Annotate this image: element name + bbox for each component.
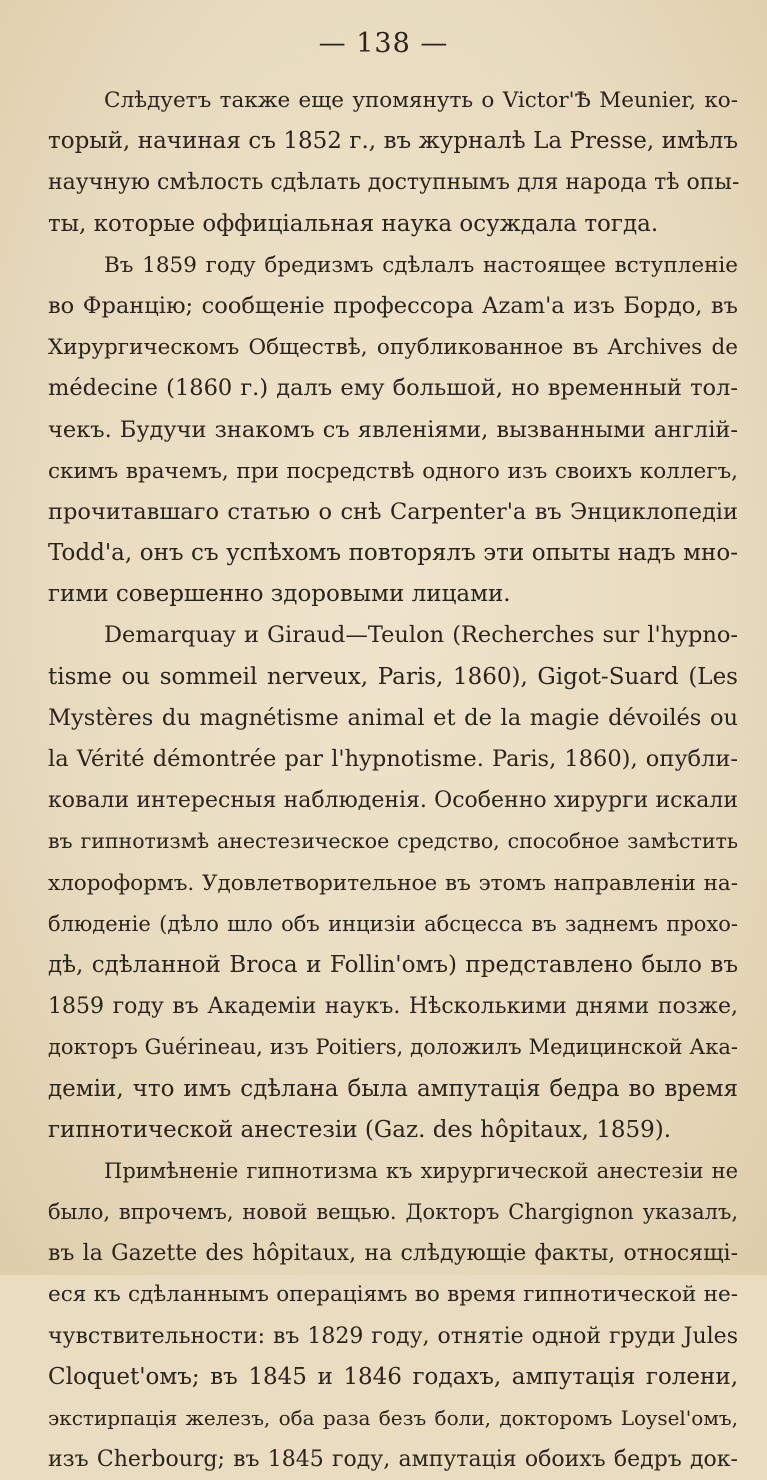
text-line: Cloquet'омъ; въ 1845 и 1846 годахъ, ампутація голени, — [48, 1363, 738, 1390]
text-line: чекъ. Будучи знакомъ съ явленіями, вызванными англій- — [48, 416, 738, 443]
text-line: Хирургическомъ Обществѣ, опубликованное въ Archives de — [48, 335, 738, 361]
text-line: еся къ сдѣланнымъ операціямъ во время гипнотической не- — [48, 1282, 738, 1308]
text-line: Въ 1859 году бредизмъ сдѣлалъ настоящее вступленіе — [104, 252, 738, 278]
text-line: гими совершенно здоровыми лицами. — [48, 581, 511, 608]
text-line: médecine (1860 г.) далъ ему большой, но временный тол- — [48, 375, 738, 402]
text-line: Примѣненіе гипнотизма къ хирургической анестезіи не — [104, 1158, 738, 1183]
text-line: Todd'a, онъ съ успѣхомъ повторялъ эти опыты надъ мно- — [48, 540, 738, 567]
text-line: la Vérité démontrée par l'hypnotisme. Paris, 1860), опубли- — [48, 746, 738, 772]
text-line: чувствительности: въ 1829 году, отнятіе одной груди Jules — [48, 1323, 738, 1349]
page-number: — 138 — — [318, 28, 449, 59]
text-line: Слѣдуетъ также еще упомянуть о Victor'Ѣ Meunier, ко- — [104, 88, 738, 113]
text-line: Demarquay и Giraud—Teulon (Recherches sur l'hypno- — [104, 622, 738, 649]
text-line: научную смѣлость сдѣлать доступнымъ для народа тѣ опы- — [48, 170, 740, 196]
text-line: торый, начиная съ 1852 г., въ журналѣ La Presse, имѣлъ — [48, 128, 738, 155]
text-line: блюденіе (дѣло шло объ инцизіи абсцесса въ заднемъ прохо- — [48, 911, 738, 936]
text-line: въ гипнотизмѣ анестезическое средство, способное замѣстить — [48, 829, 738, 854]
text-line: въ la Gazette des hôpitaux, на слѣдующіе факты, относящі- — [48, 1241, 738, 1267]
text-line: прочитавшаго статью о снѣ Carpenter'a въ Энциклопедіи — [48, 498, 738, 525]
text-line: ковали интересныя наблюденія. Особенно хирурги искали — [48, 788, 738, 814]
paragraph-3 — [48, 615, 738, 1150]
text-line: Mystères du magnétisme animal et de la magie dévoilés ou — [48, 704, 738, 731]
text-line: хлороформъ. Удовлетворительное въ этомъ направленіи на- — [48, 870, 738, 896]
text-line: было, впрочемъ, новой вещью. Докторъ Chargignon указалъ, — [48, 1200, 738, 1225]
text-line: деміи, что имъ сдѣлана была ампутація бедра во время — [48, 1075, 738, 1102]
text-line: изъ Cherbourg; въ 1845 году, ампутація обоихъ бедръ док- — [48, 1447, 738, 1473]
text-line: во Францію; сообщеніе профессора Azam'a изъ Бордо, въ — [48, 292, 738, 319]
text-line: докторъ Guérineau, изъ Poitiers, доложилъ Медицинской Ака- — [48, 1035, 738, 1060]
paragraph-2 — [48, 245, 738, 616]
text-line: гипнотической анестезіи (Gaz. des hôpitaux, 1859). — [48, 1116, 672, 1143]
text-line: экстирпація железъ, оба раза безъ боли, докторомъ Loysel'омъ, — [48, 1406, 738, 1430]
text-line: 1859 году въ Академіи наукъ. Нѣсколькими днями позже, — [48, 994, 738, 1020]
text-line: ты, которые оффиціальная наука осуждала тогда. — [48, 210, 659, 237]
text-line: tisme ou sommeil nerveux, Paris, 1860), Gigot-Suard (Les — [48, 663, 738, 690]
text-line: дѣ, сдѣланной Broca и Follin'омъ) представлено было въ — [48, 951, 738, 978]
text-line: скимъ врачемъ, при посредствѣ одного изъ своихъ коллегъ, — [48, 458, 738, 484]
paragraph-4 — [48, 1151, 738, 1480]
body-text — [48, 80, 738, 1480]
paragraph-1 — [48, 80, 738, 245]
